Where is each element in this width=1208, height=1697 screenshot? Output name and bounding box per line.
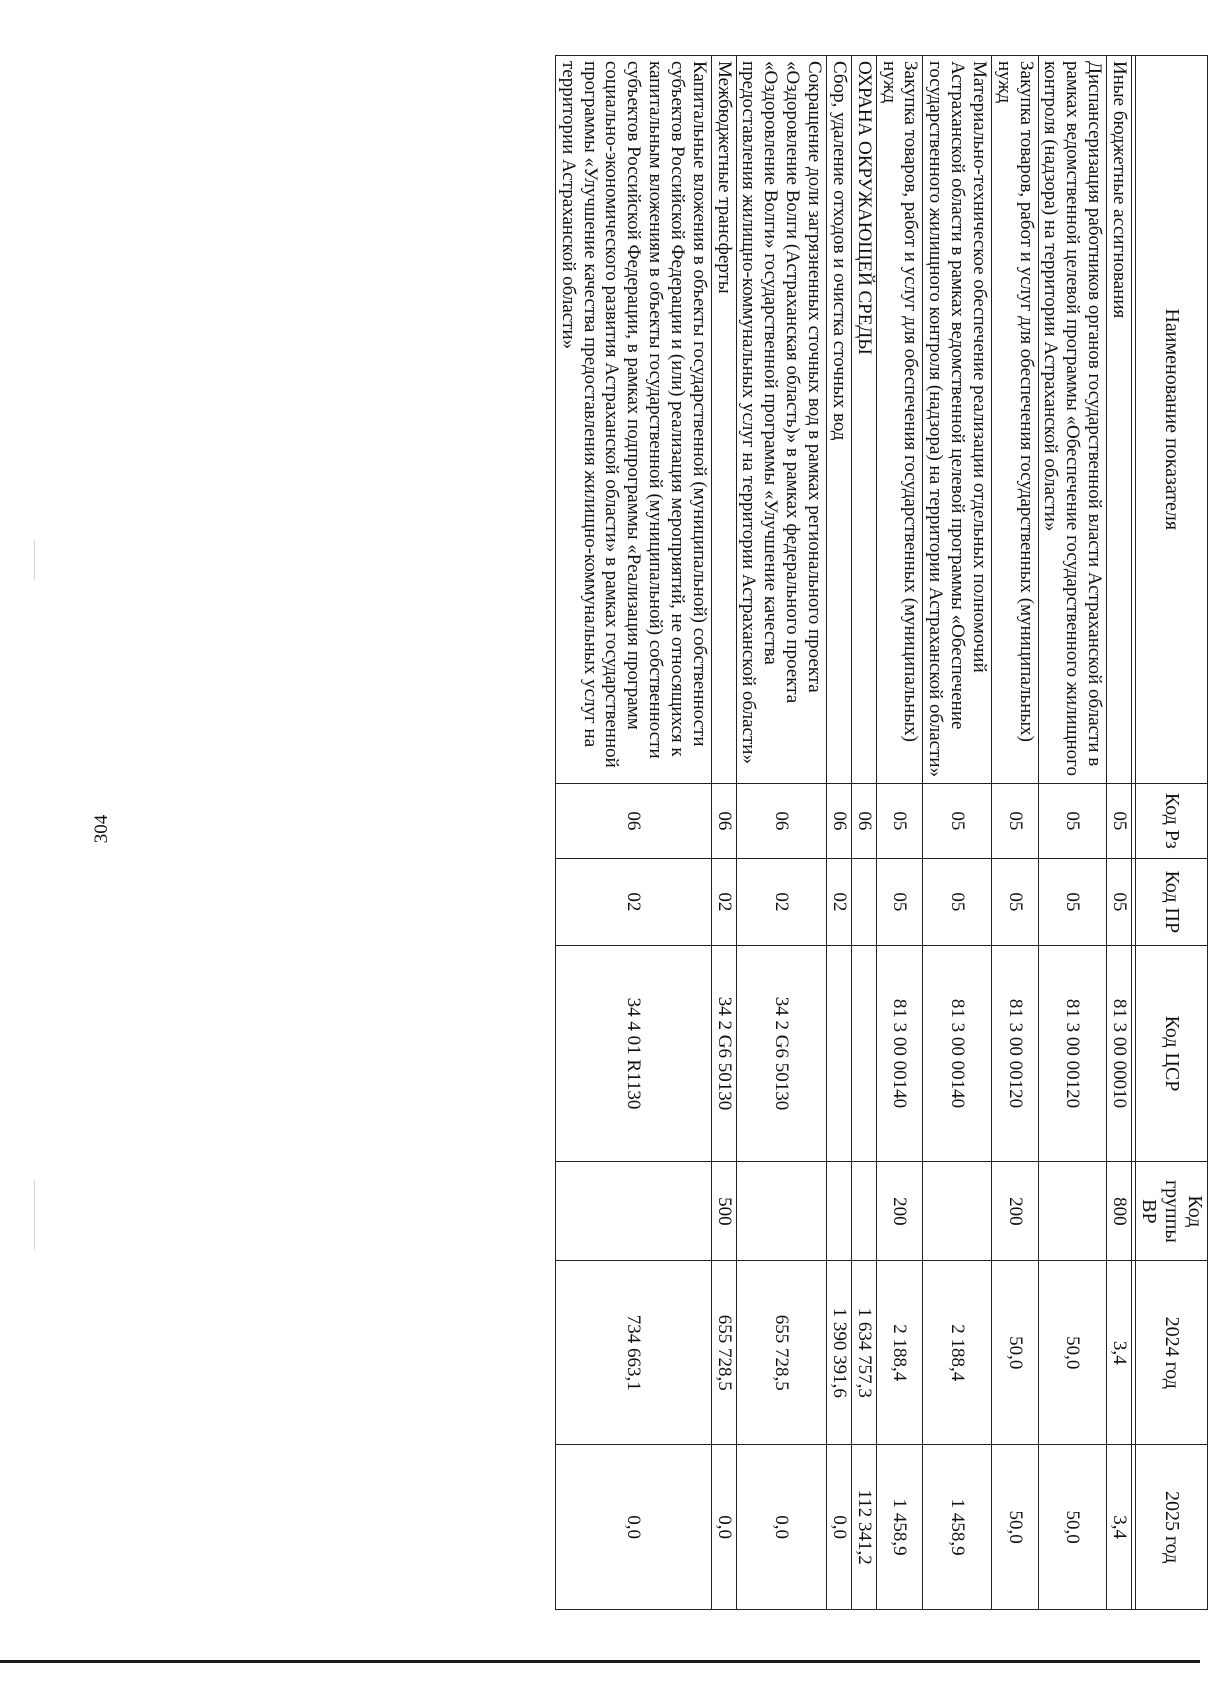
row-pr: 05 xyxy=(923,859,992,945)
table-row xyxy=(711,56,736,1610)
table-row xyxy=(876,56,923,1610)
row-pr: 02 xyxy=(827,859,852,945)
row-vr: 800 xyxy=(1107,1162,1132,1261)
row-2024: 734 663,1 xyxy=(555,1261,711,1445)
row-rz: 05 xyxy=(1107,783,1132,859)
scan-artifact xyxy=(34,1180,35,1250)
row-2024: 3,4 xyxy=(1107,1261,1132,1445)
header-name: Наименование показателя xyxy=(1136,56,1208,784)
table-row xyxy=(827,56,852,1610)
header-2024: 2024 год xyxy=(1136,1261,1208,1445)
row-vr xyxy=(555,1162,711,1261)
row-name: Межбюджетные трансферты xyxy=(711,56,736,784)
scan-artifact xyxy=(34,540,35,580)
row-vr: 500 xyxy=(711,1162,736,1261)
row-csr: 81 3 00 00120 xyxy=(1038,945,1107,1162)
header-spacer-row xyxy=(1132,56,1136,1610)
row-name: Закупка товаров, работ и услуг для обеспечения государственных (муниципальных) нужд xyxy=(876,56,923,784)
row-2025: 50,0 xyxy=(991,1445,1038,1610)
row-pr: 05 xyxy=(1038,859,1107,945)
row-name: Капитальные вложения в объекты государственной (муниципальной) собственности субъектов Российской Федерации и (или) реализация мероприятий, не относящихся к капитальным вложениям в объекты государственной (муниципальной) собственности субъектов Российской Федерации, в рамках подпрограммы «Реализация программ социально-экономического развития Астраханской области» в рамках государственной программы «Улучшение качества предоставления жилищно-коммунальных услуг на территории Астраханской области» xyxy=(555,56,711,784)
table-row xyxy=(555,56,711,1610)
row-rz: 06 xyxy=(851,783,876,859)
row-2024: 655 728,5 xyxy=(711,1261,736,1445)
row-2024: 50,0 xyxy=(1038,1261,1107,1445)
row-rz: 06 xyxy=(736,783,826,859)
row-csr: 81 3 00 00140 xyxy=(923,945,992,1162)
row-name: Диспансеризация работников органов государственной власти Астраханской области в рамках ведомственной целевой программы «Обеспечение государственного жилищного контроля (надзора) на территории Астраханской области» xyxy=(1038,56,1107,784)
table-row xyxy=(851,56,876,1610)
row-csr: 81 3 00 00010 xyxy=(1107,945,1132,1162)
row-name: Материально-техническое обеспечение реализации отдельных полномочий Астраханской области в рамках ведомственной целевой программы «Обеспечение государственного жилищного контроля (надзора) на территории Астраханской области» xyxy=(923,56,992,784)
row-2024: 2 188,4 xyxy=(876,1261,923,1445)
row-name: ОХРАНА ОКРУЖАЮЩЕЙ СРЕДЫ xyxy=(851,56,876,784)
budget-table xyxy=(555,55,1208,1610)
row-pr: 02 xyxy=(711,859,736,945)
row-vr xyxy=(1038,1162,1107,1261)
row-name: Сбор, удаление отходов и очистка сточных вод xyxy=(827,56,852,784)
row-2025: 3,4 xyxy=(1107,1445,1132,1610)
row-rz: 06 xyxy=(711,783,736,859)
row-csr: 34 2 G6 50130 xyxy=(736,945,826,1162)
row-vr: 200 xyxy=(876,1162,923,1261)
row-csr xyxy=(851,945,876,1162)
row-rz: 05 xyxy=(1038,783,1107,859)
row-pr: 02 xyxy=(555,859,711,945)
row-pr xyxy=(851,859,876,945)
table-row xyxy=(736,56,826,1610)
row-2025: 0,0 xyxy=(736,1445,826,1610)
row-csr: 81 3 00 00140 xyxy=(876,945,923,1162)
header-2025: 2025 год xyxy=(1136,1445,1208,1610)
row-csr: 34 2 G6 50130 xyxy=(711,945,736,1162)
row-2025: 0,0 xyxy=(711,1445,736,1610)
row-2025: 50,0 xyxy=(1038,1445,1107,1610)
page-bottom-rule xyxy=(0,1660,1200,1663)
row-pr: 05 xyxy=(991,859,1038,945)
row-vr xyxy=(923,1162,992,1261)
row-2025: 112 341,2 xyxy=(851,1445,876,1610)
table-header-row xyxy=(1136,56,1208,1610)
row-csr: 34 4 01 R1130 xyxy=(555,945,711,1162)
row-rz: 06 xyxy=(827,783,852,859)
row-vr xyxy=(851,1162,876,1261)
header-pr: Код ПР xyxy=(1136,859,1208,945)
row-rz: 05 xyxy=(876,783,923,859)
row-pr: 05 xyxy=(1107,859,1132,945)
row-2025: 0,0 xyxy=(555,1445,711,1610)
row-2025: 1 458,9 xyxy=(923,1445,992,1610)
row-rz: 05 xyxy=(991,783,1038,859)
row-name: Сокращение доли загрязненных сточных вод в рамках регионального проекта «Оздоровление Волги (Астраханская область)» в рамках федерального проекта «Оздоровление Волги» государственной программы «Улучшение качества предоставления жилищно-коммунальных услуг на территории Астраханской области» xyxy=(736,56,826,784)
row-name: Закупка товаров, работ и услуг для обеспечения государственных (муниципальных) нужд xyxy=(991,56,1038,784)
row-2024: 1 390 391,6 xyxy=(827,1261,852,1445)
row-2024: 50,0 xyxy=(991,1261,1038,1445)
header-csr: Код ЦСР xyxy=(1136,945,1208,1162)
row-2024: 2 188,4 xyxy=(923,1261,992,1445)
table-row xyxy=(923,56,992,1610)
row-2024: 655 728,5 xyxy=(736,1261,826,1445)
row-rz: 06 xyxy=(555,783,711,859)
row-pr: 02 xyxy=(736,859,826,945)
row-vr xyxy=(736,1162,826,1261)
table-row xyxy=(1107,56,1132,1610)
table-row xyxy=(1038,56,1107,1610)
table-row xyxy=(991,56,1038,1610)
row-vr: 200 xyxy=(991,1162,1038,1261)
row-rz: 05 xyxy=(923,783,992,859)
budget-table-container xyxy=(555,55,1208,1610)
row-pr: 05 xyxy=(876,859,923,945)
header-rz: Код Рз xyxy=(1136,783,1208,859)
row-vr xyxy=(827,1162,852,1261)
row-csr xyxy=(827,945,852,1162)
row-2024: 1 634 757,3 xyxy=(851,1261,876,1445)
row-csr: 81 3 00 00120 xyxy=(991,945,1038,1162)
page-number: 304 xyxy=(91,814,112,844)
header-vr: Код группы ВР xyxy=(1136,1162,1208,1261)
row-name: Иные бюджетные ассигнования xyxy=(1107,56,1132,784)
row-2025: 1 458,9 xyxy=(876,1445,923,1610)
row-2025: 0,0 xyxy=(827,1445,852,1610)
